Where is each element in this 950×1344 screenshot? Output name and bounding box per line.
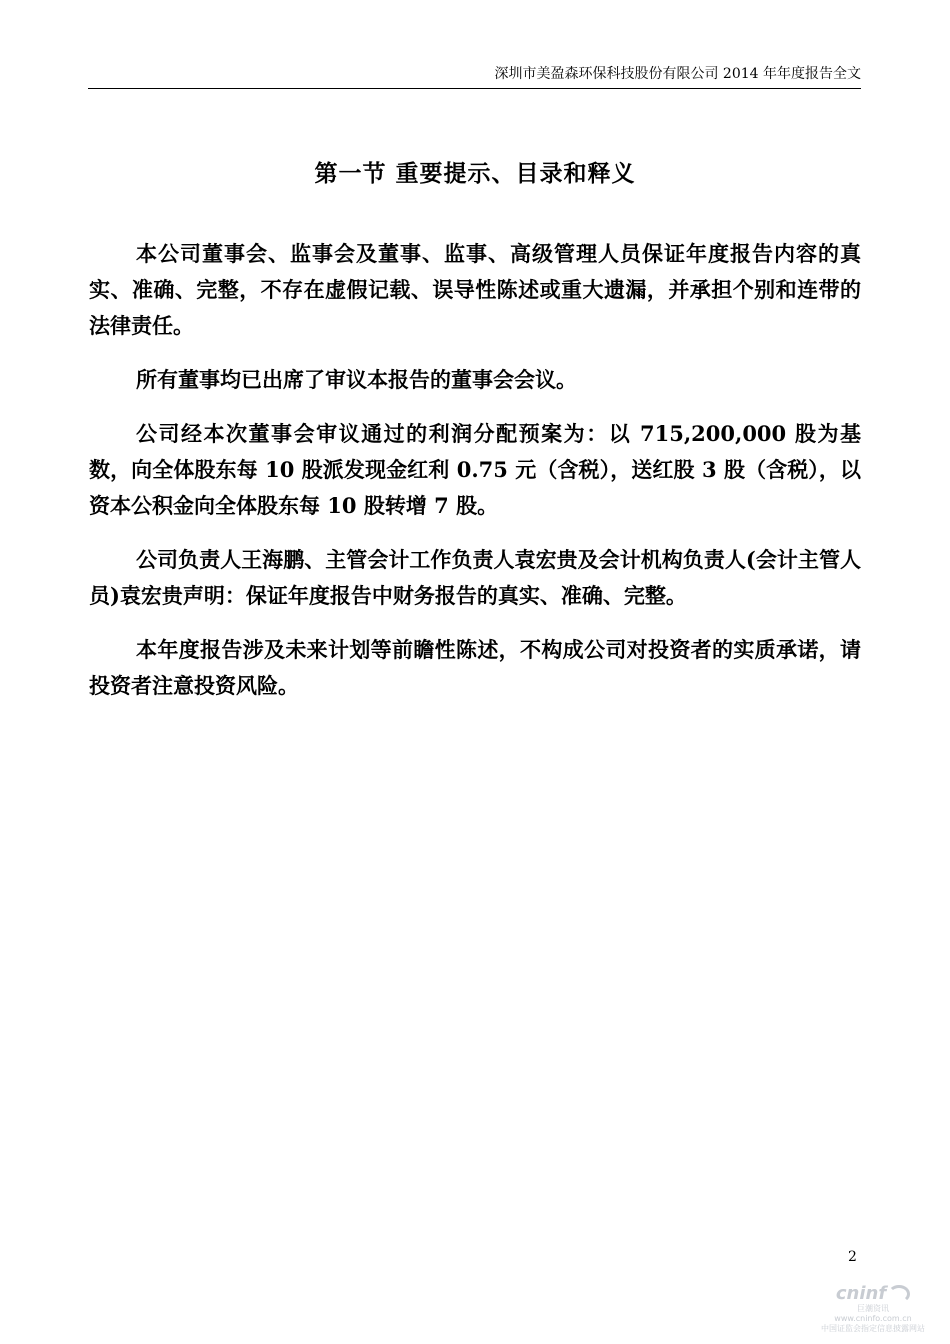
- watermark-logo: cninf: [818, 1283, 928, 1304]
- notice-body: [89, 236, 861, 722]
- watermark-url: www.cninfo.com.cn: [834, 1314, 912, 1323]
- paragraph-attendance: 所有董事均已出席了审议本报告的董事会会议。: [136, 367, 577, 392]
- section-title: 第一节 重要提示、目录和释义: [314, 160, 636, 187]
- paragraph-profit-distribution: 公司经本次董事会审议通过的利润分配预案为：以 715,200,000 股为基数，向全体股东每 10 股派发现金红利 0.75 元（含税），送红股 3 股（含税），以资本公积金向全体股东每 10 股转增 7 股。: [89, 421, 861, 518]
- paragraph-responsible-persons: 公司负责人王海鹏、主管会计工作负责人袁宏贵及会计机构负责人(会计主管人员)袁宏贵声明：保证年度报告中财务报告的真实、准确、完整。: [89, 547, 861, 608]
- paragraph-forward-looking: 本年度报告涉及未来计划等前瞻性陈述，不构成公司对投资者的实质承诺，请投资者注意投资风险。: [89, 637, 861, 698]
- paragraph-board-guarantee: 本公司董事会、监事会及董事、监事、高级管理人员保证年度报告内容的真实、准确、完整，不存在虚假记载、误导性陈述或重大遗漏，并承担个别和连带的法律责任。: [89, 241, 861, 338]
- cninfo-watermark: [818, 1283, 928, 1335]
- running-header: [88, 64, 861, 89]
- header-text: 深圳市美盈森环保科技股份有限公司 2014 年年度报告全文: [494, 66, 861, 82]
- swirl-icon: [888, 1285, 910, 1303]
- watermark-brand: 巨潮资讯: [857, 1304, 889, 1313]
- page-number: 2: [848, 1249, 857, 1265]
- watermark-tagline: 中国证监会指定信息披露网站: [821, 1324, 925, 1333]
